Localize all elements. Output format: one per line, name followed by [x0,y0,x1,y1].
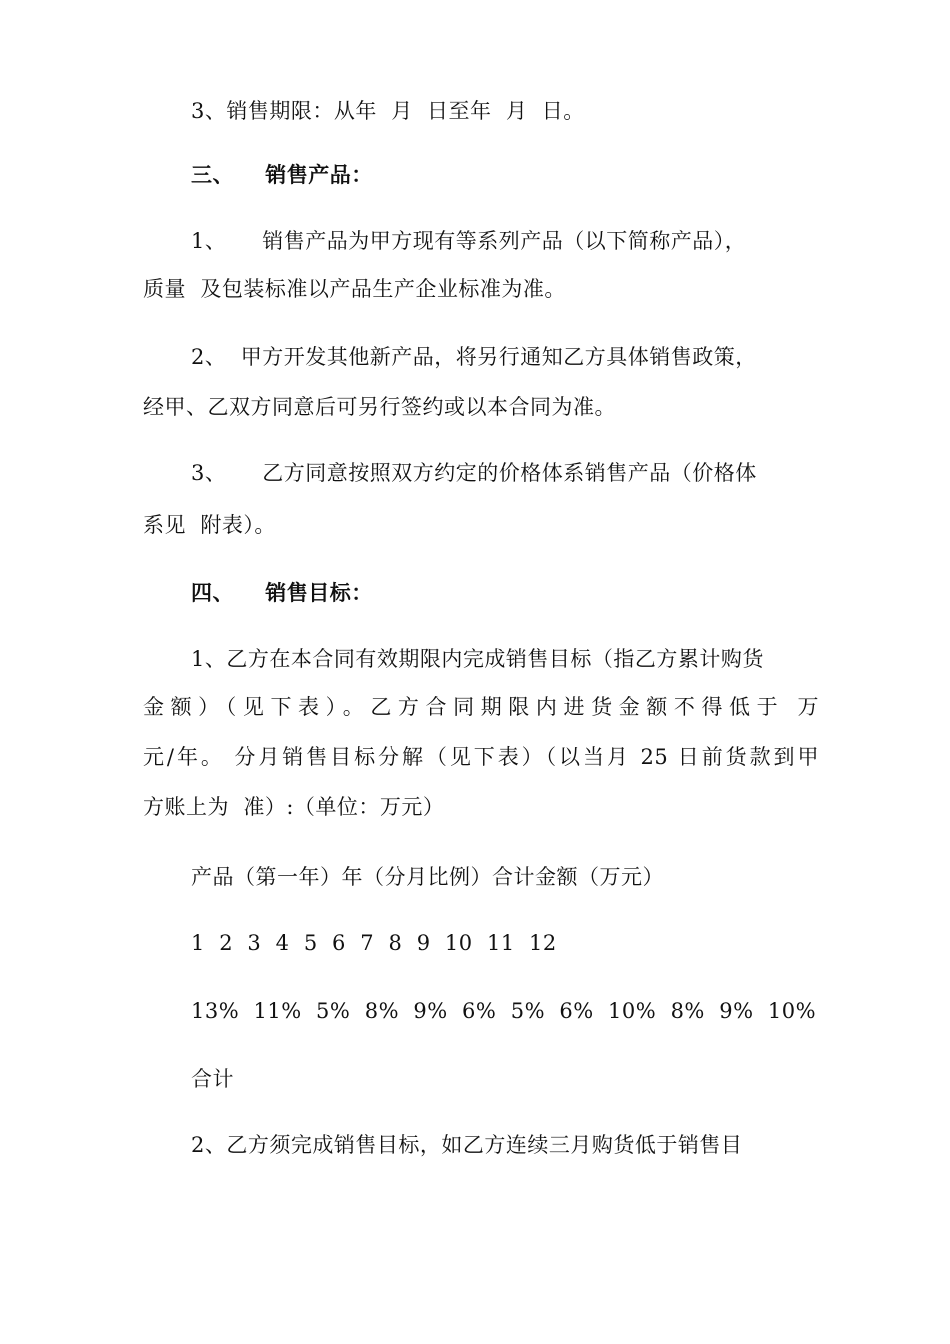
products-item-3-line-2: 系见 附表）。 [143,513,276,537]
table-header-line: 产品（第一年）年（分月比例）合计金额（万元） [191,865,664,889]
products-item-2-line-1: 2、 甲方开发其他新产品，将另行通知乙方具体销售政策， [191,345,757,369]
section-heading-sales-targets: 四、 销售目标： [191,580,373,605]
products-item-2-line-2: 经甲、乙双方同意后可另行签约或以本合同为准。 [143,395,616,419]
total-label-line: 合计 [191,1067,234,1091]
section-heading-sales-products: 三、 销售产品： [191,162,373,187]
products-item-1-line-2: 质量 及包装标准以产品生产企业标准为准。 [143,277,566,301]
month-numbers-line: 1 2 3 4 5 6 7 8 9 10 11 12 [191,931,557,955]
targets-item-1-line-1: 1、乙方在本合同有效期限内完成销售目标（指乙方累计购货 [191,647,764,671]
products-item-1-line-1: 1、 销售产品为甲方现有等系列产品（以下简称产品）， [191,229,747,253]
targets-item-1-line-4: 方账上为 准）:（单位：万元） [143,795,445,819]
targets-item-2-line-1: 2、乙方须完成销售目标，如乙方连续三月购货低于销售目 [191,1133,743,1157]
targets-item-1-line-2: 金额）（见下表）。乙方合同期限内进货金额不得低于 万 [143,695,819,719]
targets-item-1-line-3: 元/年。 分月销售目标分解（见下表）（以当月 25 日前货款到甲 [143,745,819,769]
products-item-3-line-1: 3、 乙方同意按照双方约定的价格体系销售产品（价格体 [191,461,757,485]
month-percentages-line: 13% 11% 5% 8% 9% 6% 5% 6% 10% 8% 9% 10% [191,999,817,1023]
sales-period-line: 3、销售期限：从年 月 日至年 月 日。 [191,99,585,123]
